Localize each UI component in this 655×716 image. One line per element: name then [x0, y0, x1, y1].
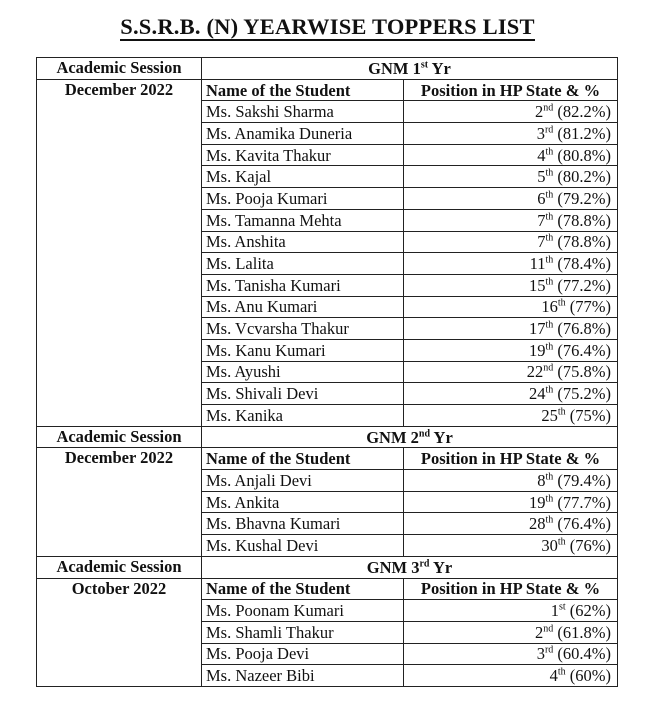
rank-suffix: nd	[543, 102, 554, 114]
rank-number: 3	[536, 644, 545, 664]
rank-suffix: th	[545, 232, 554, 244]
rank-number: 2	[535, 622, 544, 642]
student-name: Ms. Anamika Duneria	[202, 123, 404, 145]
state-position	[404, 123, 618, 145]
percentage: (60.4%)	[557, 644, 612, 664]
student-name: Ms. Kushal Devi	[202, 535, 404, 557]
student-name: Ms. Tamanna Mehta	[202, 209, 404, 231]
state-position	[404, 665, 618, 687]
course-year-word: Yr	[433, 427, 453, 447]
rank-suffix: th	[557, 406, 566, 418]
rank-suffix: th	[545, 276, 554, 288]
percentage: (77%)	[569, 297, 612, 317]
course-heading	[202, 426, 618, 448]
rank-number: 17	[529, 319, 546, 339]
percentage: (78.8%)	[557, 210, 612, 230]
column-header-position: Position in HP State & %	[404, 448, 618, 470]
student-name: Ms. Ankita	[202, 491, 404, 513]
percentage: (79.4%)	[557, 470, 612, 490]
course-heading	[202, 556, 618, 578]
state-position	[404, 253, 618, 275]
student-name: Ms. Lalita	[202, 253, 404, 275]
state-position	[404, 535, 618, 557]
percentage: (82.2%)	[557, 102, 612, 122]
student-name: Ms. Pooja Devi	[202, 643, 404, 665]
rank-suffix: th	[545, 167, 554, 179]
rank-suffix: th	[545, 471, 554, 483]
student-name: Ms. Kajal	[202, 166, 404, 188]
rank-number: 5	[537, 167, 546, 187]
rank-number: 1	[550, 601, 559, 621]
percentage: (78.4%)	[557, 254, 612, 274]
rank-suffix: th	[545, 146, 554, 158]
student-name: Ms. Vcvarsha Thakur	[202, 318, 404, 340]
student-name: Ms. Anshita	[202, 231, 404, 253]
state-position	[404, 339, 618, 361]
section-header-row	[37, 58, 618, 80]
course-year-suffix: rd	[419, 558, 430, 570]
rank-suffix: th	[545, 319, 554, 331]
rank-suffix: th	[545, 341, 554, 353]
percentage: (80.8%)	[557, 145, 612, 165]
course-year-number: 2	[410, 427, 419, 447]
column-header-name: Name of the Student	[202, 578, 404, 600]
state-position	[404, 621, 618, 643]
rank-suffix: th	[545, 514, 554, 526]
percentage: (76.8%)	[557, 319, 612, 339]
state-position	[404, 188, 618, 210]
section-header-row	[37, 426, 618, 448]
rank-suffix: th	[545, 254, 554, 266]
percentage: (76.4%)	[557, 340, 612, 360]
percentage: (75.2%)	[557, 384, 612, 404]
state-position	[404, 513, 618, 535]
course-name: GNM	[366, 427, 407, 447]
rank-number: 24	[529, 384, 546, 404]
student-name: Ms. Tanisha Kumari	[202, 274, 404, 296]
column-header-position: Position in HP State & %	[404, 578, 618, 600]
rank-suffix: th	[557, 536, 566, 548]
student-name: Ms. Sakshi Sharma	[202, 101, 404, 123]
state-position	[404, 600, 618, 622]
state-position	[404, 643, 618, 665]
section-header-row	[37, 556, 618, 578]
state-position	[404, 470, 618, 492]
state-position	[404, 361, 618, 383]
rank-number: 6	[537, 188, 546, 208]
rank-number: 25	[541, 405, 558, 425]
state-position	[404, 144, 618, 166]
column-header-row	[37, 578, 618, 600]
percentage: (81.2%)	[557, 123, 612, 143]
student-name: Ms. Kanu Kumari	[202, 339, 404, 361]
rank-number: 22	[526, 362, 544, 382]
rank-suffix: th	[545, 493, 554, 505]
academic-session-value: December 2022	[37, 448, 202, 556]
rank-suffix: rd	[544, 124, 554, 136]
state-position	[404, 274, 618, 296]
state-position	[404, 383, 618, 405]
percentage: (75%)	[569, 405, 612, 425]
course-heading	[202, 58, 618, 80]
academic-session-label: Academic Session	[37, 556, 202, 578]
rank-suffix: nd	[543, 623, 554, 635]
rank-number: 3	[536, 123, 545, 143]
course-year-word: Yr	[432, 557, 453, 577]
state-position	[404, 166, 618, 188]
rank-number: 19	[529, 492, 546, 512]
rank-number: 11	[529, 254, 546, 274]
rank-suffix: th	[557, 297, 566, 309]
rank-number: 19	[529, 340, 546, 360]
student-name: Ms. Poonam Kumari	[202, 600, 404, 622]
percentage: (79.2%)	[557, 188, 612, 208]
course-year-word: Yr	[431, 58, 451, 78]
academic-session-label: Academic Session	[37, 58, 202, 80]
rank-number: 16	[541, 297, 558, 317]
percentage: (78.8%)	[557, 232, 612, 252]
student-name: Ms. Nazeer Bibi	[202, 665, 404, 687]
page-title-text: S.S.R.B. (N) YEARWISE TOPPERS LIST	[120, 14, 535, 39]
rank-suffix: rd	[544, 644, 554, 656]
academic-session-label: Academic Session	[37, 426, 202, 448]
percentage: (80.2%)	[557, 167, 612, 187]
rank-suffix: th	[545, 211, 554, 223]
percentage: (60%)	[569, 666, 612, 686]
toppers-table-body	[37, 58, 618, 687]
rank-number: 7	[537, 232, 546, 252]
rank-number: 4	[537, 145, 546, 165]
student-name: Ms. Bhavna Kumari	[202, 513, 404, 535]
student-name: Ms. Pooja Kumari	[202, 188, 404, 210]
course-year-number: 3	[411, 557, 420, 577]
student-name: Ms. Shamli Thakur	[202, 621, 404, 643]
column-header-name: Name of the Student	[202, 79, 404, 101]
percentage: (76%)	[569, 535, 612, 555]
student-name: Ms. Kanika	[202, 405, 404, 427]
student-name: Ms. Anjali Devi	[202, 470, 404, 492]
state-position	[404, 491, 618, 513]
rank-suffix: st	[558, 601, 566, 613]
toppers-table	[36, 57, 618, 687]
rank-number: 15	[529, 275, 546, 295]
state-position	[404, 209, 618, 231]
state-position	[404, 231, 618, 253]
rank-number: 28	[529, 514, 546, 534]
student-name: Ms. Shivali Devi	[202, 383, 404, 405]
state-position	[404, 101, 618, 123]
course-year-number: 1	[412, 58, 421, 78]
course-year-suffix: nd	[418, 428, 431, 440]
page-title	[0, 14, 655, 40]
student-name: Ms. Kavita Thakur	[202, 144, 404, 166]
state-position	[404, 296, 618, 318]
state-position	[404, 318, 618, 340]
percentage: (61.8%)	[557, 622, 612, 642]
student-name: Ms. Anu Kumari	[202, 296, 404, 318]
rank-suffix: nd	[543, 362, 554, 374]
percentage: (77.7%)	[557, 492, 612, 512]
column-header-name: Name of the Student	[202, 448, 404, 470]
course-name: GNM	[366, 557, 408, 577]
percentage: (77.2%)	[557, 275, 612, 295]
student-name: Ms. Ayushi	[202, 361, 404, 383]
course-name: GNM	[368, 58, 409, 78]
rank-suffix: th	[545, 384, 554, 396]
column-header-row	[37, 448, 618, 470]
column-header-row	[37, 79, 618, 101]
course-year-suffix: st	[420, 59, 429, 71]
rank-suffix: th	[545, 189, 554, 201]
rank-number: 2	[535, 102, 544, 122]
state-position	[404, 405, 618, 427]
rank-number: 4	[549, 666, 558, 686]
column-header-position: Position in HP State & %	[404, 79, 618, 101]
academic-session-value: October 2022	[37, 578, 202, 686]
rank-suffix: th	[557, 666, 566, 678]
rank-number: 8	[537, 470, 546, 490]
percentage: (76.4%)	[557, 514, 612, 534]
academic-session-value: December 2022	[37, 79, 202, 426]
percentage: (75.8%)	[557, 362, 612, 382]
percentage: (62%)	[569, 601, 612, 621]
rank-number: 7	[537, 210, 546, 230]
rank-number: 30	[541, 535, 558, 555]
